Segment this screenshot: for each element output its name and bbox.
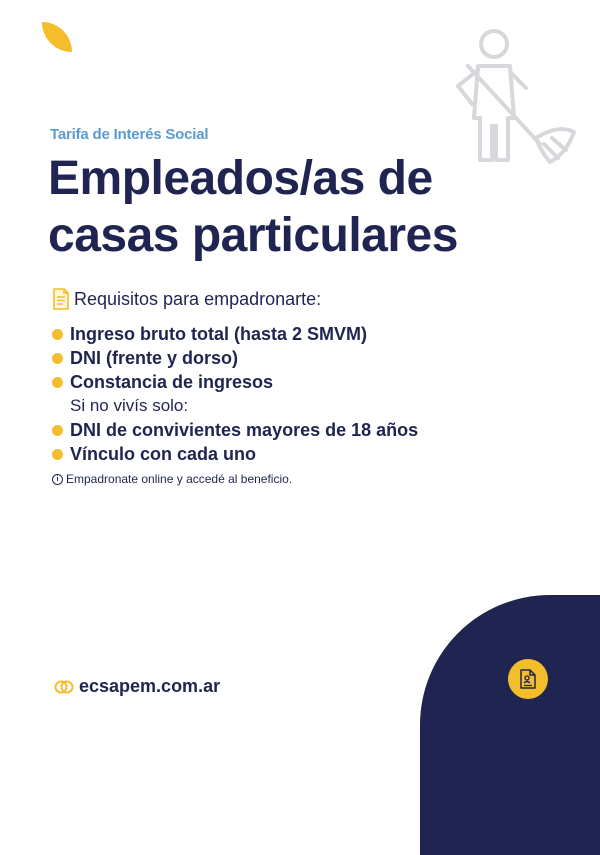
list-item: DNI (frente y dorso)	[52, 346, 418, 370]
brand-url: ecsapem.com.ar	[79, 676, 221, 696]
info-icon: i	[52, 474, 63, 485]
document-user-icon	[519, 669, 537, 689]
subtitle: Tarifa de Interés Social	[50, 126, 209, 143]
corner-shape	[420, 595, 600, 855]
list-item: Constancia de ingresos	[52, 370, 418, 394]
bullet-dot-icon	[52, 377, 63, 388]
conditional-note: Si no vivís solo:	[70, 396, 189, 415]
list-item: Vínculo con cada uno	[52, 442, 418, 466]
info-note	[52, 472, 292, 486]
bullet-dot-icon	[52, 449, 63, 460]
requirements-heading	[52, 288, 321, 310]
title-line-2: casas particulares	[48, 209, 458, 262]
bullet-dot-icon	[52, 329, 63, 340]
requirements-list	[52, 322, 418, 466]
info-text: Empadronate online y accedé al beneficio.	[66, 472, 293, 486]
leaf-logo-icon	[42, 22, 72, 52]
double-ring-logo-icon	[54, 680, 74, 694]
list-item: Ingreso bruto total (hasta 2 SMVM)	[52, 322, 418, 346]
list-item: DNI de convivientes mayores de 18 años	[52, 418, 418, 442]
document-icon	[52, 288, 70, 310]
document-user-badge	[508, 659, 548, 699]
bullet-dot-icon	[52, 353, 63, 364]
requirements-heading-label: Requisitos para empadronarte:	[74, 288, 322, 309]
page-title	[48, 150, 568, 264]
title-line-1: Empleados/as de	[48, 152, 433, 205]
bullet-dot-icon	[52, 425, 63, 436]
brand	[54, 676, 220, 697]
